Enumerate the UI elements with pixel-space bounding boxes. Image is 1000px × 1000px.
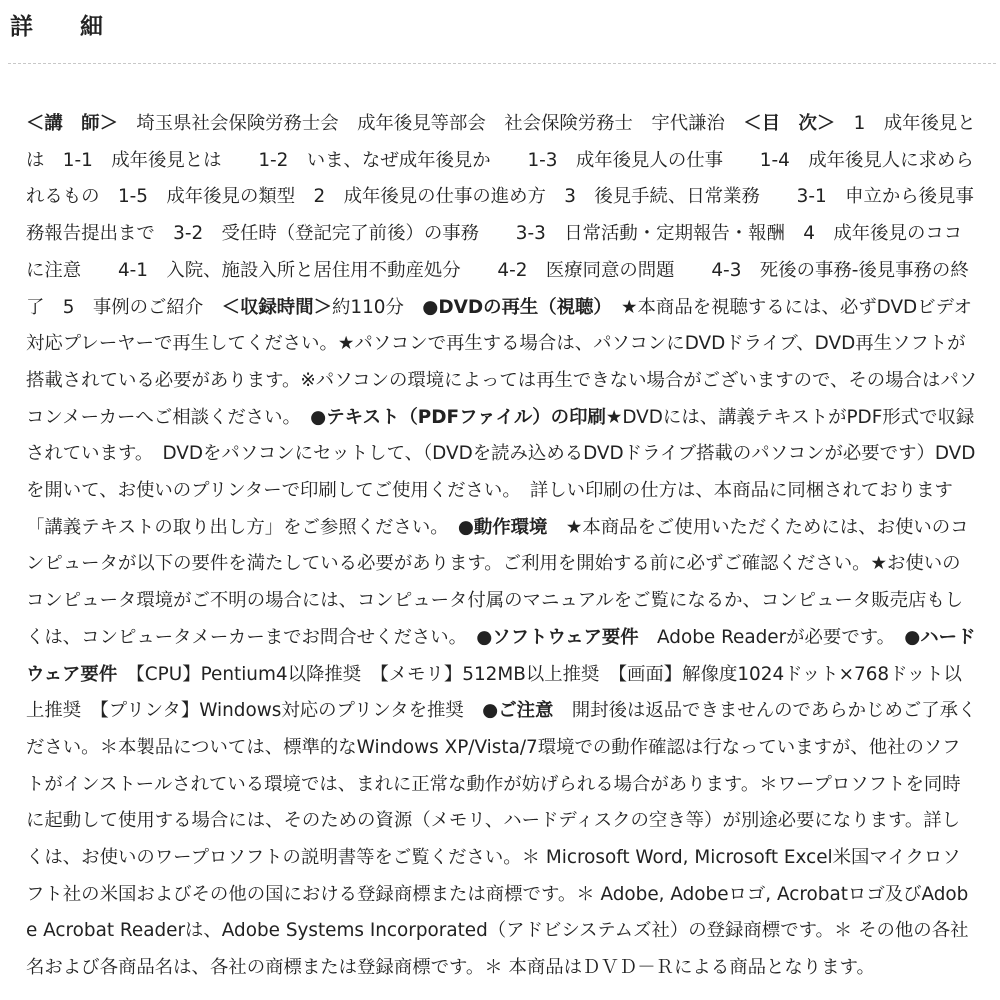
hardware-text: 【CPU】Pentium4以降推奨 【メモリ】512MB以上推奨 【画面】解像度1024ドット×768ドット以上推奨 【プリンタ】Windows対応のプリンタを推奨 xyxy=(26,663,962,722)
section-heading: 詳 細 xyxy=(10,14,115,40)
dashed-divider xyxy=(8,63,996,64)
lecturer-text: 埼玉県社会保険労務士会 成年後見等部会 社会保険労務士 宇代謙治 xyxy=(136,113,725,134)
notes-label: ●ご注意 xyxy=(482,700,554,722)
lecturer-label: ＜講 師＞ xyxy=(26,113,118,134)
software-label: ●ソフトウェア要件 xyxy=(476,626,639,648)
notes-text: 開封後は返品できませんのであらかじめご了承ください。＊本製品については、標準的なWindows XP/Vista/7環境での動作確認は行なっていますが、他社のソフトがインストールされている環境では、まれに正常な動作が妨げられる場合があります。＊ワープロソフトを同時に起動して使用する場合には、そのための資源（メモリ、ハードディスクの空き等）が別途必要になります。詳しくは、お使いのワープロソフトの説明書等をご覧ください。＊ Microsoft Word, Microsoft Excel米国マイクロソフト社の米国およびその他の国における登録商標または商標です。＊ Adobe, Adobeロゴ, Acrobatロゴ及びAdobe Acrobat Readerは、Adobe Systems Incorporated（アドビシステムズ社）の登録商標です。＊ その他の各社名および各商品名は、各社の商標または登録商標です。＊ 本商品はＤＶＤ－Ｒによる商品となります。 xyxy=(26,700,977,979)
toc-text: 1 成年後見とは 1-1 成年後見とは 1-2 いま、なぜ成年後見か 1-3 成年後見人の仕事 1-4 成年後見人に求められるもの 1-5 成年後見の類型 2 成年後見の仕事の進め方 3 後見手続、日常業務 3-1 申立から後見事務報告提出まで 3-2 受任時（登記完了前後）の事務 3-3 日常活動・定期報告・報酬 4 成年後見のココに注意 4-1 入院、施設入所と居住用不動産処分 4-2 医療同意の問題 4-3 死後の事務-後見事務の終了 5 事例のご紹介 xyxy=(26,113,976,318)
playback-label: ●DVDの再生（視聴） xyxy=(422,296,603,318)
environment-text: ★本商品をご使用いただくためには、お使いのコンピュータが以下の要件を満たしている必要があります。ご利用を開始する前に必ずご確認ください。★お使いのコンピュータ環境がご不明の場合には、コンピュータ付属のマニュアルをご覧になるか、コンピュータ販売店もしくは、コンピュータメーカーまでお問合せください。 xyxy=(26,516,969,648)
hardware-label: ●ハードウェア要件 xyxy=(26,626,976,685)
playback-text: ★本商品を視聴するには、必ずDVDビデオ対応プレーヤーで再生してください。★パソコンで再生する場合は、パソコンにDVDドライブ、DVD再生ソフトが搭載されている必要があります。※パソコンの環境によっては再生できない場合がございますので、その場合はパソコンメーカーへご相談ください。 xyxy=(26,296,978,428)
toc-label: ＜目 次＞ xyxy=(743,113,836,134)
product-details-text xyxy=(26,106,978,987)
text-print-label: ●テキスト（PDFファイル）の印刷 xyxy=(310,406,606,428)
environment-label: ●動作環境 xyxy=(457,516,548,538)
recording-time-label: ＜収録時間＞ xyxy=(221,296,332,318)
text-print-text: ★DVDには、講義テキストがPDF形式で収録されています。 DVDをパソコンにセットして、（DVDを読み込めるDVDドライブ搭載のパソコンが必要です）DVDを開いて、お使いのプリンターで印刷してご使用ください。 詳しい印刷の仕方は、本商品に同梱されております「講義テキストの取り出し方」をご参照ください。 xyxy=(26,406,976,538)
recording-time-text: 約110分 xyxy=(331,296,404,318)
software-text: Adobe Readerが必要です。 xyxy=(638,626,886,648)
